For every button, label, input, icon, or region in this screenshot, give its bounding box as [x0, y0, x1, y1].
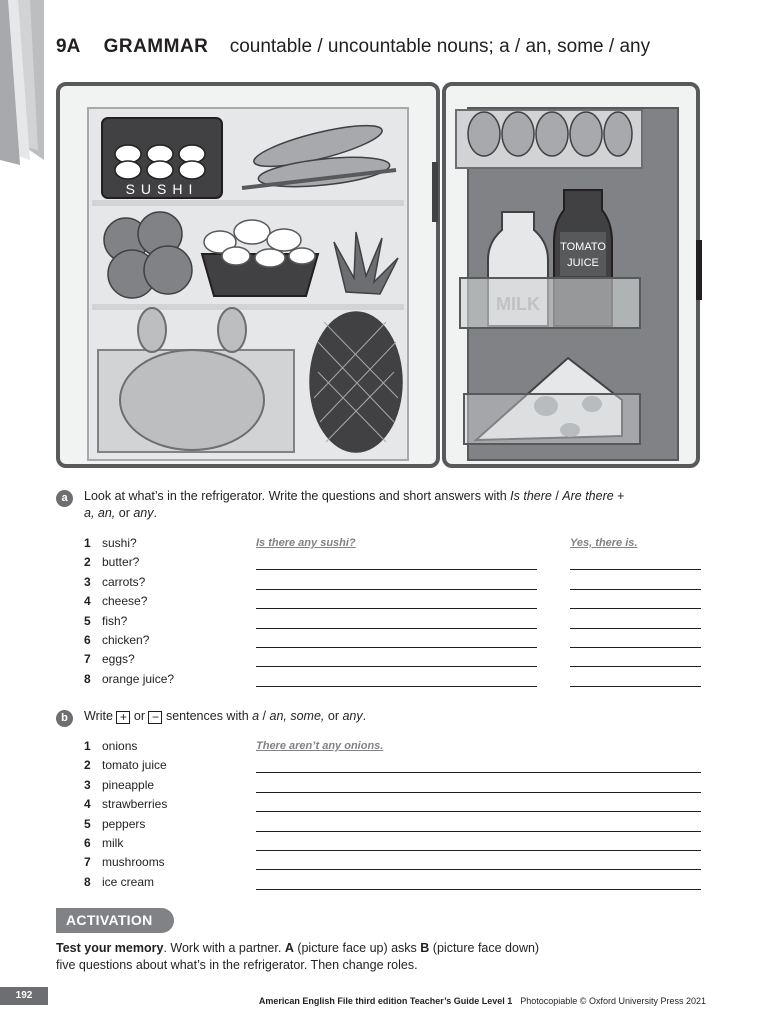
answer-line[interactable]	[256, 834, 701, 851]
refrigerator-illustration	[56, 82, 712, 468]
short-answer-line[interactable]: Yes, there is.	[570, 537, 638, 549]
item-word: ice cream	[102, 874, 155, 889]
list-item	[56, 553, 706, 572]
item-word: chicken?	[102, 632, 150, 647]
instruction-text: or	[130, 709, 149, 723]
item-word: carrots?	[102, 574, 146, 589]
list-item	[56, 737, 706, 756]
list-item	[56, 631, 706, 650]
list-item	[56, 650, 706, 669]
item-number: 6	[84, 632, 91, 647]
instruction-text: an, some,	[269, 709, 325, 723]
item-number: 8	[84, 671, 91, 686]
item-word: orange juice?	[102, 671, 175, 686]
instruction-text: /	[551, 489, 563, 503]
list-item	[56, 756, 706, 775]
answer-line[interactable]	[256, 592, 537, 609]
short-answer-line[interactable]	[570, 631, 701, 648]
answer-line[interactable]: There aren’t any onions.	[256, 740, 384, 752]
list-item	[56, 776, 706, 795]
item-number: 2	[84, 555, 91, 570]
answer-line[interactable]	[256, 670, 537, 687]
instruction-text: or	[324, 709, 343, 723]
exercise-b-instruction	[84, 708, 706, 725]
item-number: 1	[84, 536, 91, 550]
instruction-text: any	[342, 709, 363, 723]
answer-line[interactable]	[256, 873, 701, 890]
page-number: 192	[0, 987, 48, 1005]
instruction-text: .	[362, 709, 367, 723]
instruction-text: +	[613, 489, 625, 503]
instruction-text: .	[153, 506, 157, 520]
tomato-label-2: JUICE	[567, 257, 599, 269]
short-answer-line[interactable]	[570, 650, 701, 667]
instruction-text: a	[252, 709, 260, 723]
student-b-label: B	[420, 941, 430, 955]
item-number: 2	[84, 758, 91, 773]
item-number: 1	[84, 739, 91, 753]
answer-line[interactable]	[256, 815, 701, 832]
tomato-label-1: TOMATO	[560, 241, 606, 253]
answer-line[interactable]	[256, 612, 537, 629]
exercise-a	[56, 488, 706, 689]
activation-lead: Test your memory	[56, 941, 164, 955]
list-item	[56, 534, 706, 553]
item-word: eggs?	[102, 652, 135, 667]
section-title: GRAMMAR	[103, 36, 209, 57]
item-number: 5	[84, 613, 91, 628]
answer-line[interactable]	[256, 853, 701, 870]
instruction-text: Is there	[510, 489, 552, 503]
minus-box-icon: −	[148, 711, 162, 724]
activation-body: . Work with a partner.	[163, 941, 285, 955]
footer-copyright: Photocopiable © Oxford University Press 2021	[520, 996, 706, 1006]
list-item	[56, 573, 706, 592]
answer-line[interactable]	[256, 776, 701, 793]
activation-body: five questions about what’s in the refrigerator. Then change roles.	[56, 958, 418, 972]
item-number: 8	[84, 874, 91, 889]
short-answer-line[interactable]	[570, 670, 701, 687]
exercise-b	[56, 708, 706, 892]
list-item	[56, 834, 706, 853]
item-number: 5	[84, 816, 91, 831]
instruction-text: /	[259, 709, 270, 723]
answer-line[interactable]	[256, 573, 537, 590]
plus-box-icon: +	[116, 711, 130, 724]
short-answer-line[interactable]	[570, 553, 701, 570]
instruction-text: any	[133, 506, 154, 520]
instruction-text: Look at what’s in the refrigerator. Write the questions and short answers with	[84, 489, 511, 503]
exercise-a-instruction	[84, 488, 706, 522]
item-word: strawberries	[102, 797, 168, 812]
short-answer-line[interactable]	[570, 573, 701, 590]
answer-line[interactable]	[256, 631, 537, 648]
instruction-text: or	[115, 506, 134, 520]
item-word: milk	[102, 835, 124, 850]
activation-heading: ACTIVATION	[56, 908, 174, 933]
footer-book-title: American English File third edition Teacher’s Guide Level 1	[258, 996, 513, 1006]
section-topic: countable / uncountable nouns; a / an, some / any	[229, 36, 651, 57]
item-number: 7	[84, 652, 91, 667]
decorative-fan	[0, 0, 50, 170]
item-word: onions	[102, 739, 138, 753]
instruction-text: a, an,	[84, 506, 116, 520]
item-number: 4	[84, 797, 91, 812]
list-item	[56, 815, 706, 834]
exercise-b-rows	[56, 737, 706, 892]
item-number: 4	[84, 594, 91, 609]
sushi-label: SUSHI	[125, 181, 199, 197]
item-word: butter?	[102, 555, 140, 570]
short-answer-line[interactable]	[570, 612, 701, 629]
exercise-a-badge: a	[56, 490, 73, 507]
answer-line[interactable]	[256, 553, 537, 570]
page-footer	[259, 996, 706, 1006]
answer-line[interactable]	[256, 756, 701, 773]
item-word: sushi?	[102, 536, 137, 550]
item-word: tomato juice	[102, 758, 167, 773]
instruction-text: Are there	[562, 489, 614, 503]
answer-line[interactable]	[256, 650, 537, 667]
exercise-b-badge: b	[56, 710, 73, 727]
unit-number: 9A	[56, 36, 81, 57]
item-number: 3	[84, 574, 91, 589]
list-item	[56, 670, 706, 689]
activation-text	[56, 940, 676, 974]
page-header	[56, 36, 650, 58]
item-word: fish?	[102, 613, 128, 628]
short-answer-line[interactable]	[570, 592, 701, 609]
exercise-a-rows	[56, 534, 706, 689]
item-word: peppers	[102, 816, 146, 831]
answer-line[interactable]	[256, 795, 701, 812]
answer-line[interactable]: Is there any sushi?	[256, 537, 356, 549]
list-item	[56, 795, 706, 814]
list-item	[56, 612, 706, 631]
item-word: mushrooms	[102, 855, 165, 870]
item-number: 6	[84, 835, 91, 850]
instruction-text: sentences with	[162, 709, 253, 723]
list-item	[56, 853, 706, 872]
item-word: cheese?	[102, 594, 148, 609]
activation-body: (picture face up) asks	[293, 941, 421, 955]
student-a-label: A	[284, 941, 294, 955]
list-item	[56, 873, 706, 892]
instruction-text: Write	[84, 709, 117, 723]
item-number: 7	[84, 855, 91, 870]
list-item	[56, 592, 706, 611]
item-word: pineapple	[102, 777, 155, 792]
item-number: 3	[84, 777, 91, 792]
activation-body: (picture face down)	[429, 941, 540, 955]
